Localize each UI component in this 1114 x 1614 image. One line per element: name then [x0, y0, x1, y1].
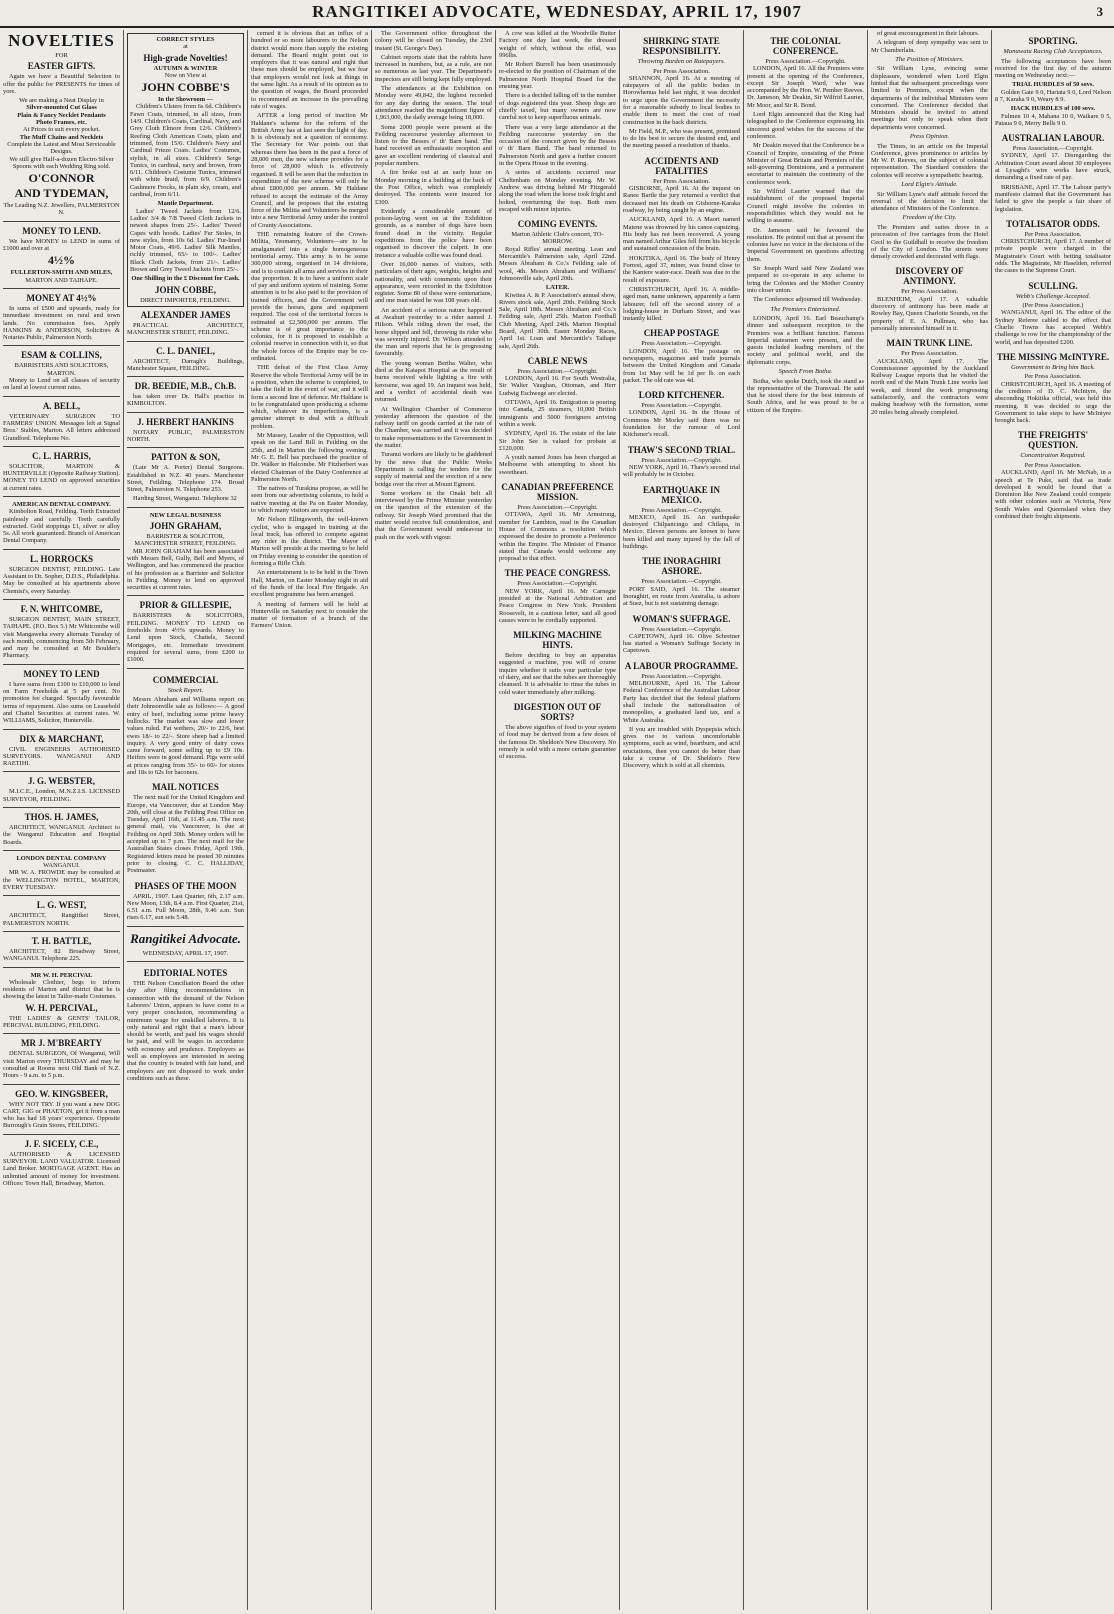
webster-heading: J. G. WEBSTER, — [27, 776, 96, 787]
trunk-text: AUCKLAND, April 17. The Commissioner appointed by the Auckland Railway League reports that he visited the north end of the Main Trunk Line works last week, and found the work progressing satisfactorily, and the contractors were making headway with the formation, some 20 miles being already completed. — [871, 357, 988, 416]
col4-para-4: Some 2000 people were present at the Feilding racecourse yesterday afternoon to listen to the Besses o' th' Barn band. The band received an enthusiastic reception and gave an excellent rendering of classical and popular numbers. — [375, 123, 492, 168]
botha-text: Botha, who spoke Dutch, took the stand as the representative of the Transvaal. He said that he stood there for the best interests of South Africa, and he was proud to be a citizen of the Empire. — [747, 377, 864, 414]
graham-text: MR JOHN GRAHAM has been associated with Messrs Bell, Gully, Bell and Myers, of Wellington, and has commenced the practice of his profession as a Barrister and Solicitor in Feilding. Money to lend on approved securities at current rates. — [127, 547, 244, 592]
mail-heading: MAIL NOTICES — [152, 782, 219, 793]
west-heading: L. G. WEST, — [36, 900, 87, 911]
column-8 — [868, 30, 992, 1610]
racing-text: The following acceptances have been received for the first day of the autumn meeting on Wednesday next:— — [995, 57, 1111, 80]
peace-text: NEW YORK, April 16. Mr Carnegie presided at the National Arbitration and Peace Congress in New York. President Roosevelt, in a cautious letter, said all good causes were to be cordially supported. — [499, 587, 616, 624]
money2-text: In sums of £500 and upwards, ready for immediate investment on rural and town lands. No commission fees. Apply HANKINS & ANDERSON, Solicitors & Notaries Public, Palmerston North. — [3, 304, 120, 342]
govt-text: CHRISTCHURCH, April 16. A meeting of the creditors of D. C. McIntyre, the absconding Hokitika official, was held this morning. It was decided to urge the Government to take steps to have McIntyre brought back. — [995, 380, 1111, 425]
alexander-text: PRACTICAL ARCHITECT, MANCHESTER STREET, FEILDING. — [127, 321, 244, 337]
cable-text-1: LONDON, April 16. For South Westralia, Sir Walter Vaughan, Ottoman, and Herr Ludwig Eschwege are elected. — [499, 375, 616, 397]
cheap-postage-text: LONDON, April 16. The postage on newspapers, magazines and trade journals between the United Kingdom and Canada from 1st May will be 1d per lb. on each packet. The old rate was 4d. — [623, 347, 740, 384]
column-3 — [248, 30, 372, 1610]
novelties-line-4: Photo Frames, etc. — [36, 119, 87, 127]
labour-programme-text: MELBOURNE, April 16. The Labour Federal Conference of the Australian Labour Party has decided that the federal platform shall include the nationalisation of monopolies, a graduated land tax, and a White Australia. — [623, 680, 740, 724]
premiers-text: LONDON, April 16. Earl Beauchamp's dinner and subsequent reception to the Premiers was a brilliant function. Famous Imperial statesmen were present, and the guests included leading members of the society and political world, and the diplomatic corps. — [747, 315, 864, 366]
masthead-title: RANGITIKEI ADVOCATE, WEDNESDAY, APRIL 17, 1907 — [312, 2, 802, 21]
graham-heading: JOHN GRAHAM, — [149, 521, 222, 532]
column-2 — [124, 30, 248, 1610]
canadian-text: OTTAWA, April 16. Mr Armstrong, member for Lambton, read in the Canadian House of Commons a resolution which expressed the desire to promote a Preference within the Empire. The Minister of Finance stated that Canada would welcome any proposal to that effect. — [499, 511, 616, 563]
col3-para-4: THE defeat of the First Class Army Reserve the whole Territorial Army will be in a position, when the scheme is completed, to take the field in the event of war, and it will form a second line of defence. Mr Haldane is to be congratulated upon producing a scheme which, whatever its imperfections, is a genuine attempt to deal with a difficult problem. — [251, 364, 368, 430]
col5-para-3: There is a decided falling off in the number of dogs registered this year. Sheep dogs are chiefly taxed, but many owners are now careful not to keep superfluous animals. — [499, 92, 616, 122]
col8-text-2: A telegram of deep sympathy was sent to Mr Chamberlain. — [871, 39, 988, 54]
col4-para-12: Some workers in the Onaki belt all interviewed by the Prime Minister yesterday on the question of the extension of the railway. Sir Joseph Ward promised that the matter would receive full consideration, and that the Government would endeavour to push on the work with vigour. — [375, 489, 492, 541]
phases-heading: PHASES OF THE MOON — [134, 880, 237, 891]
thaw-heading: THAW'S SECOND TRIAL. — [627, 444, 736, 455]
accidents-text-2: AUCKLAND, April 16. A Maori named Matene was drowned by his canoe capsizing. His body has not been recovered. A young man named Arthur Giles fell from his bicycle and sustained concussion of the brain. — [623, 216, 740, 253]
london-sub: WANGANUI. — [43, 862, 80, 870]
kingsbeer-text: WHY NOT TRY. If you want a new DOG CART, GIG or PHAETON, get it from a man who has had 18 years' experience. Opposite Burrough's Grain Stores, FEILDING. — [3, 1100, 120, 1130]
col5-para-2: Mr Robert Burrell has been unanimously re-elected to the position of Chairman of the Palmerston North Hospital Board for the ensuing year. — [499, 61, 616, 91]
correct-styles: CORRECT STYLES — [156, 36, 215, 43]
col3-para-6: The natives of Turakina propose, as will be seen from our advertising columns, to hold a native meeting at the Pa on Easter Monday, to which many visitors are expected. — [251, 485, 368, 514]
freedom-text: The Premiers and suites drove in a procession of five carriages from the Hotel Cecil to the Guildhall to receive the freedom of the City of London. The streets were densely crowded and decorated with flags. — [871, 223, 988, 261]
dental-heading: AMERICAN DENTAL COMPANY. — [12, 500, 111, 508]
shirking-text-1: SHANNON, April 16. At a meeting of ratepayers of all the public bodies in Horowhenua held last night, it was decided to urge upon the Government the necessity for a reasonable subsidy to local bodies to enable them to meet the cost of road construction in the back districts. — [623, 74, 740, 126]
earthquake-text: MEXICO, April 16. An earthquake destroyed Chilpancingo and Chilapa, in Mexico. Eleven persons are known to have been killed and many injured by the fall of buildings. — [623, 513, 740, 551]
mbrearty-heading: MR J. M'BREARTY — [21, 1038, 102, 1049]
column-7 — [744, 30, 868, 1610]
beedie-text: has taken over Dr. Hall's practice in KIMBOLTON. — [127, 393, 244, 408]
trunk-heading: MAIN TRUNK LINE. — [886, 338, 973, 349]
jewellers-line: The Leading N.Z. Jewellers, PALMERSTON N. — [3, 202, 120, 217]
shirking-sub: Per Press Association. — [653, 67, 710, 75]
womans-suffrage-sub: Press Association.—Copyright. — [641, 625, 722, 633]
inoraghiri-heading: THE INORAGHIRI ASHORE. — [642, 556, 721, 577]
whitcombe-heading: F. N. WHITCOMBE, — [20, 603, 103, 614]
thaw-text: NEW YORK, April 16. Thaw's second trial will probably be in October. — [623, 463, 740, 479]
throwing-heading: Throwing Burden on Ratepayers. — [637, 58, 726, 65]
novelties-line-1: We are making a Neat Display in — [19, 97, 104, 105]
col4-para-9: The young woman Bertha Walter, who died at the Kaiapoi Hospital as the result of burns received while lighting a fire with kerosene, was aged 19. An inquest was held, and a verdict of accidental death was returned. — [375, 359, 492, 404]
shirking-text-2: Mr Field, M.P., who was present, promised to do his best to secure the desired end, and the meeting passed a resolution of thanks. — [623, 127, 740, 150]
percival2-heading: W. H. PERCIVAL, — [25, 1002, 98, 1013]
position-text: Sir William Lyne, evincing some displeasure, wondered when Lord Elgin hinted that the subsequent proceedings were limited to Premiers, except when the departments of the individual Ministers were concerned. The Conference decided that Ministers should be invited to attend meetings but only to speak when their departments were concerned. — [871, 65, 988, 131]
battle-heading: T. H. BATTLE, — [31, 935, 92, 946]
colonial-text-5: Dr. Jameson said he favoured the resolution. He pointed out that at present the colonies have no voice in the decisions of the Imperial Government on questions affecting them. — [747, 226, 864, 263]
money3-heading: MONEY TO LEND — [23, 668, 100, 679]
john-cobbe: JOHN COBBE, — [154, 284, 216, 295]
totalisator-text: CHRISTCHURCH, April 17. A number of private people were charged in the Magistrate's Court with betting totalisator odds. The Magistrate, Mr Haselden, referred the cases to the Supreme Court. — [995, 238, 1111, 275]
col5-para-5: A series of accidents occurred near Cheltenham on Monday evening. Mr W. Andrew was driving behind Mr Fitzgerald along the road when the horse took fright and bolted, overturning the trap. Both men escaped with minor injuries. — [499, 169, 616, 213]
hack-text: Fulmen 10 4, Mahana 10 0, Waikare 9 5, Pataua 9 0, Merry Bells 9 0. — [995, 112, 1111, 127]
novelties-line-5: At Prices to suit every pocket. — [22, 126, 101, 134]
cable-news-sub: Press Association.—Copyright. — [517, 367, 598, 375]
showroom-text: Children's Ulsters from 6s 6d. Children's Fawn Coats, trimmed, in all sizes, from 14/9. Children's Coats, Cardinal, Navy, and Grey Cloth Elmore from 12/6. Children's Reefing Cloth American Coats, plain and trimmed, from 15/6. Children's Navy and Cardinal Frieze Coats. Ladies' Costumes, stylish, in all sizes. Children's Serge Tunics, in cardinal, navy and brown, from 6/11. Children's Costume Tunics, trimmed with white braid, from 6/9. Children's Cashmere Frocks, in plain sky, cream, and cardinal, from 6/11. — [130, 103, 241, 199]
concentration-text: AUCKLAND, April 16. Mr McNab, in a speech at Te Puke, said that as trade developed it would be found that a Dominion like New Zealand could compete with other colonies such as Victoria, New South Wales and Queensland when they combined their freight shipments. — [995, 469, 1111, 521]
peace-sub: Press Association.—Copyright. — [517, 580, 598, 588]
col3-para-2: AFTER a long period of inaction Mr Haldane's scheme for the reform of the British Army has at last seen the light of day. It is obviously not a question of economy. The Secretary for War points out that whereas there has been in the past a force of 28,000 men, the new scheme provides for a force of 28,000 which is effectively organised. It will be seen that the reduction in expenditure of the new scheme will only be about £800,000 per annum. Mr Haldane refused to accept the estimate of the Army Council, and he proposes that the existing force of the Militia and Volunteers be merged into a new Territorial Army under the control of County Associations. — [251, 112, 368, 229]
colonial-text-2: Lord Elgin announced that the King had telegraphed to the Conference expressing his sincerest good wishes for the success of the conference. — [747, 111, 864, 140]
mantle-heading: Mantle Department. — [157, 200, 214, 208]
easter-heading: EASTER GIFTS. — [27, 61, 96, 72]
antimony-sub: Per Press Association. — [901, 288, 958, 296]
showroom-heading: In the Showroom — — [157, 96, 214, 104]
kitchener-sub: Press Association.—Copyright. — [641, 402, 722, 410]
mbrearty-text: DENTAL SURGEON, Of Wanganui, Will visit Marton every THURSDAY and may be consulted at Rooms next Old Bank of N.Z. Hours - 9 a.m. to 5 p.m. — [3, 1050, 120, 1080]
kingsbeer-heading: GEO. W. KINGSBEER, — [15, 1088, 108, 1099]
elgin-heading: Lord Elgin's Attitude. — [901, 181, 958, 189]
totalisator-heading: TOTALISATOR ODDS. — [1006, 218, 1100, 229]
novelties-line-3: Plain & Fancy Necklet Pendants — [17, 111, 106, 119]
colonial-text-6: Sir Joseph Ward said New Zealand was prepared to co-operate in any scheme to bring the Colonies and the Mother Country into closer union. — [747, 265, 864, 294]
graham-sub: BARRISTER & SOLICITOR, MANCHESTER STREET, FEILDING. — [134, 533, 237, 548]
freedom-heading: Freedom of the City. — [902, 214, 957, 222]
press-opinion-text: The Times, in an article on the Imperial Conference, gives prominence to articles by Mr W. P. Reeves, on the subject of colonial representation. The Standard considers the colonies will receive a sympathetic hearing. — [871, 142, 988, 179]
legal-heading: NEW LEGAL BUSINESS — [149, 511, 222, 519]
masthead — [0, 2, 1114, 28]
beedie-heading: DR. BEEDIE, M.B., Ch.B. — [134, 381, 237, 392]
webb-heading: Webb's Challenge Accepted. — [1015, 292, 1091, 300]
column-9 — [992, 30, 1114, 1610]
now-on-view: Now on View at — [164, 71, 207, 79]
paper-title: Rangitikei Advocate. — [130, 930, 241, 946]
freights-heading: THE FREIGHTS' QUESTION. — [1017, 430, 1089, 451]
antimony-text: BLENHEIM, April 17. A valuable discovery of antimony has been made at Rowley Bay, Queen Charlotte Sounds, on the property of E. A. Pullman, who has personally interested himself in it. — [871, 295, 988, 332]
milking-heading: MILKING MACHINE HINTS. — [513, 630, 602, 651]
labour-text-1: SYDNEY, April 17. Disregarding the Arbitration Court award about 30 employees at Lysaght's wire works have struck, demanding a fixed rate of pay. — [995, 152, 1111, 182]
for-label: FOR — [55, 52, 68, 59]
colonial-text-3: Mr Deakin moved that the Conference be a Council of Empire, consisting of the Prime Minister of Great Britain and Premiers of the self-governing Dominions, and a permanent secretariat to maintain the continuity of the conference work. — [747, 142, 864, 186]
colonial-text-1: LONDON, April 16. All the Premiers were present at the opening of the Conference, except Sir Joseph Ward, who was accompanied by the Hon. W. Pember Reeves. Dr. Jameson, Mr Deakin, Sir Wilfrid Laurier, Mr Moor, and Sir R. Bond. — [747, 65, 864, 109]
percival-text: Wholesale Clothier, begs to inform residents of Marton and district that he is showing the latest in Tailor-made Costumes. — [3, 978, 120, 1001]
money-heading: MONEY TO LEND. — [22, 225, 101, 236]
col4-para-10: At Wellington Chamber of Commerce yesterday afternoon the question of the railway tariff on goods carried at the rate of the Chamber, was carried and it was decided to make representations to the Government in the matter. — [375, 405, 492, 450]
shirking-heading: SHIRKING STATE RESPONSIBILITY. — [642, 36, 721, 56]
column-6 — [620, 30, 744, 1610]
press-opinion-heading: Press Opinion. — [909, 133, 950, 141]
money3-text: I have sums from £100 to £10,000 to lend on Farm Freeholds at 5 per cent. No promotion fee charged. Specially favourable terms of repayment. Also sums on Leasehold and Chattel Securities at current rates. W. WILLIAMS, Solicitor, Hunterville. — [3, 680, 120, 725]
high-grade-novelties: High-grade Novelties! — [143, 52, 228, 63]
botha-heading: Speech From Botha. — [778, 368, 833, 376]
sicely-text: AUTHORISED & LICENSED SURVEYOR. LAND VALUATOR. Licensed Land Broker. MORTGAGE AGENT. Has an unlimited amount of money for investment. Offices: Town Hall, Broadway, Marton. — [3, 1150, 120, 1187]
later-heading: LATER. — [545, 284, 570, 292]
patton-heading: PATTON & SON, — [151, 452, 220, 463]
novelties-line-2: Silver-mounted Cut Glass — [26, 104, 97, 112]
col4-para-11: Turanui workers are likely to be gladdened by the news that the Public Works Department is calling for tenders for the supply of material and the erection of a new bridge over the river at Mount Egmont. — [375, 451, 492, 488]
inoraghiri-sub: Press Association.—Copyright. — [641, 578, 722, 586]
james-heading: THOS. H. JAMES, — [24, 812, 99, 822]
fullerton-name: FULLERTON-SMITH AND MILES, — [10, 269, 113, 277]
west-text: ARCHITECT, Rangitikei Street, PALMERSTON NORTH. — [3, 912, 120, 927]
novelties-intro: Again we have a Beautiful Selection to offer the public for PRESENTS for times of yore. — [3, 73, 120, 95]
dix-heading: DIX & MARCHANT, — [19, 733, 104, 744]
editorial-heading: EDITORIAL NOTES — [143, 968, 228, 979]
cobbe-advert — [127, 33, 244, 307]
novelties-heading: NOVELTIES — [8, 31, 115, 50]
accidents-text-4: CHRISTCHURCH, April 16. A middle-aged man, name unknown, apparently a farm labourer, fell off the second storey of a lodging-house in Durham Street, and was instantly killed. — [623, 285, 740, 323]
webster-text: M.I.C.E., London, M.N.Z.I.S. LICENSED SURVEYOR, FEILDING. — [3, 788, 120, 803]
percival-heading: MR W. H. PERCIVAL — [30, 971, 93, 979]
coming-events-sub: Marton Athletic Club's concert, TO-MORROW. — [511, 231, 604, 246]
webb-sub: (Per Press Association.) — [1022, 302, 1084, 310]
autumn-winter: AUTUMN & WINTER — [153, 64, 218, 72]
thaw-sub: Press Association.—Copyright. — [641, 456, 722, 464]
cable-text-3: SYDNEY, April 16. The estate of the late Sir John See is valued for probate at £120,000. — [499, 430, 616, 452]
col3-para-1: cerned it is obvious that an influx of a hundred or so more labourers to the Nelson district would more than supply the existing demand. The Board might point out to employers that it was natural and right that these men should be employed, but we fear that employers would not look at things in the same light. As a result of its opinion as to the question of wages, the Board proceeded to recommend an increase in the prevailing rate of wages. — [251, 30, 368, 110]
daniel-heading: C. L. DANIEL, — [156, 345, 215, 356]
london-heading: LONDON DENTAL COMPANY — [16, 854, 107, 862]
novelties-line-6: The Muff Chains and Necklets — [19, 133, 104, 141]
column-1 — [0, 30, 124, 1610]
dix-text: CIVIL ENGINEERS AUTHORISED SURVEYORS. WANGANUI AND RAETIHI. — [3, 745, 120, 768]
labour-text-2: BRISBANE, April 17. The Labour party's manifesto claimed that the Government has failed to give the people a fair share of legislation. — [995, 183, 1111, 213]
bell-heading: A. BELL, — [42, 400, 81, 411]
editorial-text: THE Nelson Conciliation Board the other day after filing recommendations in connection with the demand of the Nelson Laborers' Union, appears to have come to a very proper conclusion, recommending a minimum wage for unskilled laborers. It is only natural and right that a man's labour should be worth, and paid his wages should be paid, and will be wages in accordance with economy and prudence. Employers as well as employees are interested in seeing that the country is treated with fair hand, and employers are not disposed to work under conditions such as these. — [127, 980, 244, 1082]
harris-text: SOLICITOR, MARTON & HUNTERVILLE (Opposite Railway Station). MONEY TO LEND on approved securities at current rates. — [3, 462, 120, 492]
sporting-heading: SPORTING. — [1028, 36, 1078, 46]
money-text: We have MONEY to LEND in sums of £1000 and over at — [3, 237, 120, 253]
battle-text: ARCHITECT, 82 Broadway Street, WANGANUI. Telephone 225. — [3, 947, 120, 963]
hankins-heading: J. HERBERT HANKINS — [137, 416, 234, 427]
hurdles-heading: TRIAL HURDLES of 50 sovs. — [1012, 81, 1094, 89]
coming-events-text: Royal Rifles' annual meeting. Lean and Mercantile's Palmerston sale, April 22nd. Messrs Abraham & Co.'s Feilding sale of wool, 4th. Messrs Abraham and Williams' Johnsonville sale, April 20th. — [499, 245, 616, 282]
commercial-heading: COMMERCIAL — [152, 674, 219, 685]
horrocks-text: SURGEON DENTIST, FEILDING. Late Assistant to Dr. Sopher, D.D.S., Philadelphia. May be consulted at his apartments above Chemist's, every Saturday. — [3, 565, 120, 595]
cable-text-4: A youth named Jones has been charged at Melbourne with attempting to shoot his sweetheart. — [499, 454, 616, 476]
novelties-line-8: We still give Half-a-dozen Electro Silver Spoons with each Wedding Ring sold. — [9, 155, 114, 170]
harris-heading: C. L. HARRIS, — [32, 450, 91, 461]
cable-news-heading: CABLE NEWS — [527, 355, 588, 366]
col3-para-5: Mr Massey, Leader of the Opposition, will speak on the Land Bill in Feilding on the 25th, and in Marton the following evening. Mr G. E. Bell has purchased the practice of Dr. Walker in Halcombe. Mr Fitzherbert was elected Chairman of the Dairy Conference at Palmerston North. — [251, 432, 368, 483]
at-label: at — [183, 43, 188, 51]
page-number: 3 — [1096, 4, 1104, 19]
col3-para-9: A meeting of farmers will be held at Hunterville on Saturday next to consider the matter of formation of a branch of the Farmers' Union. — [251, 600, 368, 630]
stock-report-heading: Stock Report. — [167, 686, 204, 694]
mail-text: The next mail for the United Kingdom and Europe, via Vancouver, due at London May 20th, will close at the Feilding Post Office on Tuesday, April 16th, at 11.45 a.m. The next general mail, via Vancouver, is due at Feilding on April 30th. Money orders will be accepted up to 7 p.m. The next mail for the Australian States closes Friday, April 19th. Registered letters must be posted 30 minutes prior to closing. C. C. HALLIDAY, Postmaster. — [127, 794, 244, 875]
col4-para-2: Cabinet reports state that the rabbits have increased in numbers, but, as a rule, are not so numerous as last year. The Department's inspectors are still being kept fully employed. — [375, 53, 492, 83]
govt-heading: Government to Bring him Back. — [1010, 363, 1096, 371]
sicely-heading: J. F. SICELY, C.E., — [24, 1138, 99, 1149]
colonial-conference-sub: Press Association.—Copyright. — [765, 58, 846, 65]
racing-heading: Manawatu Racing Club Acceptances. — [1003, 48, 1103, 55]
fullerton-address: MARTON AND TAIHAPE. — [25, 276, 98, 284]
accidents-text-3: HOKITIKA, April 16. The body of Henry Forrest, aged 37, miner, was found close to the Kaniere water-race. Death was due to the result of exposure. — [623, 254, 740, 284]
phases-text: APRIL, 1907. Last Quarter, 6th, 2.17 a.m. New Moon, 13th, 8.4 a.m. First Quarter, 21st, 6.51 a.m. Full Moon, 28th, 9.46 a.m. Sun rises 6.17, sun sets 5.48. — [127, 892, 244, 922]
milking-text: Before deciding to buy an apparatus suggested a machine, you will of course inquire whether it suits your particular type of dairy, and see that the tubes are thoroughly cleansed. It is advisable to rinse the tubes in cold water immediately after milking. — [499, 652, 616, 696]
harding-text: Harding Street, Wanganui. Telephone 32 — [133, 495, 237, 503]
col5-para-4: There was a very large attendance at the Feilding racecourse yesterday on the occasion of the concert given by the Besses o' th' Barn Band. The band returned to Palmerston North and gave a further concert in the Opera House in the evening. — [499, 123, 616, 168]
london-text: MR W. A. FROWDE may be consulted at the WELLINGTON HOTEL, MARTON, EVERY TUESDAY. — [3, 869, 120, 892]
peace-heading: THE PEACE CONGRESS. — [504, 568, 611, 579]
colonial-text-7: The Conference adjourned till Wednesday. — [753, 296, 862, 304]
labour-programme-sub: Press Association.—Copyright. — [641, 672, 722, 680]
oconnor-heading: O'CONNOR — [28, 171, 95, 186]
premiers-heading: The Premiers Entertained. — [770, 305, 841, 313]
stock-text: Messrs Abraham and Williams report on their Johnsonville sale as follows:— A good entry of beef, including some prime heavy bullocks. The market was slow and lower values ruled. Fat wethers, 20/- to 22/6, best ewes 18/- to 22/-. Store sheep had a limited inquiry. A very good entry of dairy cows came forward, some selling up to £9 10s. Heifers were in good demand. Pigs were sold at prices ranging from 35/- to 60/- for stores and 18s to 62s for baconers. — [127, 696, 244, 776]
prior-heading: PRIOR & GILLESPIE, — [139, 600, 232, 611]
dyspepsia-text: If you are troubled with Dyspepsia which gives rise to various uncomfortable symptoms, such as wind, heartburn, and acid eructations, then you cannot do better than take a course of Dr. Sheldon's New Discovery, which is sold at all chemists. — [623, 725, 740, 770]
james-text: ARCHITECT, WANGANUI. Architect to the Wanganui Education and Hospital Boards. — [3, 824, 120, 846]
totalisator-sub: Per Press Association. — [1024, 230, 1082, 238]
labour-heading: AUSTRALIAN LABOUR. — [1001, 133, 1105, 144]
prior-text: BARRISTERS & SOLICITORS, FEILDING. MONEY TO LEND on freeholds from 4½% upwards. Money to Lend upon Stock, Chattels, Second Mortgages, etc. Immediate investment required for several sums, from £200 to £1000. — [127, 612, 244, 664]
patton-text: (Late Mr A. Porter) Dental Surgeons. Established in N.Z. 40 years. Manchester Street, Feilding. Telephone 174. Broad Street, Palmerston N. Telephone 253. — [127, 464, 244, 494]
mantle-text: Ladies' Tweed Jackets from 12/6. Ladies' 3/4 & 7/8 Tweed Cloth Jackets in newest shapes from 25/-. Ladies' Tweed Capes with hoods. Ladies' Fur Stoles, in new styles, from 10s 6d. Ladies' Fur-lined Motor Coats, 49/6. Ladies' Silk Mantles, richly trimmed, 65/- to 100/-. Ladies' Black Cloth Jackets, from 21/-. Ladies' Brown and Grey Tweed Jackets from 25/-. — [130, 207, 241, 274]
womans-suffrage-text: CAPETOWN, April 16. Olive Schreiner has started a Woman's Suffrage Society in Capetown. — [623, 632, 740, 655]
digestion-heading: DIGESTION OUT OF SORTS? — [513, 701, 602, 722]
col3-para-3: THE remaining feature of the Crown-Militia, Yeomanry, Volunteers—are to be amalgamated into a single homogeneous territorial army. This army is to be some 300,000 strong, organised in 14 divisions, and is to contain all arms and services in their due proportion. It is to have a uniform scale of pay and uniform system of training. Some attention is to be also paid to the provision of trained officers, and the Government will provide the horses, guns and equipment required. The cost of the territorial forces is estimated at £2,500,000 per annum. The scheme is of great importance to the colonies, for it is proposed to establish a colonial reserve in connection with it, so that the whole forces of the Empire may be co-ordinated. — [251, 231, 368, 363]
accidents-heading: ACCIDENTS AND FATALITIES — [644, 155, 719, 176]
discount-line: One Shilling in the £ Discount for Cash. — [131, 275, 240, 283]
govt-sub: Per Press Association. — [1024, 373, 1082, 381]
kitchener-heading: LORD KITCHENER. — [638, 390, 725, 401]
money-rate: 4½% — [48, 253, 75, 268]
antimony-heading: DISCOVERY OF ANTIMONY. — [895, 266, 964, 287]
womans-suffrage-heading: WOMAN'S SUFFRAGE. — [632, 613, 731, 624]
concentration-sub: Per Press Association. — [1024, 461, 1082, 469]
column-4 — [372, 30, 496, 1610]
colonial-text-4: Sir Wilfrid Laurier warned that the establishment of the proposed Imperial Council might involve the colonies in responsibilities which they would not be willing to assume. — [747, 188, 864, 225]
canadian-sub: Press Association.—Copyright. — [517, 504, 598, 512]
col4-para-8: An accident of a serious nature happened at Awahuri yesterday to a rider named J. Hilson. While riding down the road, the horse slipped and fell, throwing its rider who was severely injured. Dr. Wilson attended to the man and reports that he is progressing favourably. — [375, 306, 492, 358]
direct-importer: DIRECT IMPORTER, FEILDING. — [140, 296, 231, 304]
whitcombe-text: SURGEON DENTIST, MAIN STREET, TAIHAPE. (P.O. Box 5.) Mr Whitcombe will visit Mangaweka every alternate Tuesday of each month, commencing from 5th February, and may be consulted at Mr Boulder's Pharmacy. — [3, 615, 120, 660]
paper-date: WEDNESDAY, APRIL 17, 1907. — [142, 949, 229, 957]
webb-text: WANGANUI, April 16. The editor of the Sydney Referee cabled to the effect that Charlie Towns has accepted Webb's challenge to row for the championship of the world, and has deposited £200. — [995, 309, 1111, 346]
cable-text-2: OTTAWA, April 16. Emigration is pouring into Canada, 25 steamers, 10,000 British immigrants and 5000 foreigners arriving within a week. — [499, 399, 616, 428]
novelties-line-7: Complete the Latest and Most Serviceable Designs. — [7, 140, 116, 156]
labour-programme-heading: A LABOUR PROGRAMME. — [624, 660, 739, 671]
earthquake-sub: Press Association.—Copyright. — [641, 506, 722, 514]
cheap-postage-heading: CHEAP POSTAGE — [643, 328, 720, 339]
kitchener-text: LONDON, April 16. In the House of Commons Mr Morley said there was no foundation for the rumour of Lord Kitchener's recall. — [623, 409, 740, 439]
hurdles-text: Golden Gate 9 0, Hariata 9 0, Lord Nelson 8 7, Karaka 9 0, Weary 8 9. — [995, 88, 1111, 103]
later-text: Kiwitea A. & P. Association's annual show, Rivers stock sale, April 20th. Feilding Stock Sale, April 18th. Messrs Abraham and Co.'s Feilding sale, April 25th. Marton Football Club Meeting, April 24th. Marton Hospital Board, April 30th. Easter Monday Races, April 1st. Loan and Mercantile's Taihape sale, April 26th. — [499, 291, 616, 350]
digestion-text: The above signifies of food to your system of food may be derived from a few doses of the famous Dr. Sheldon's New Discovery. No remedy is sold with a more certain guarantee of success. — [499, 723, 616, 761]
col8-text-1: of great encouragement in their labours. — [877, 30, 980, 37]
col3-para-7: Mr Nelson Ellingsworth, the well-known cyclist, who is engaged in training at the local track, has offered to compete against any rider in the district. The Mayor of Marton will preside at the meeting to be held on Friday evening to consider the question of forming a Rifle Club. — [251, 516, 368, 568]
labour-sub: Press Association.—Copyright. — [1012, 145, 1094, 153]
hack-heading: HACK HURDLES of 100 sovs. — [1010, 105, 1096, 113]
col4-para-6: Evidently a considerable amount of poison-laying went on at the Exhibition grounds, as a number of dogs have been found dead in the vicinity. Regular expeditions from the police have been organised to discover the culprit. In one instance a valuable collie was found dead. — [375, 207, 492, 259]
esam-text: Money to Lend on all classes of security on land at lowest current rates. — [3, 377, 120, 392]
trunk-sub: Per Press Association. — [901, 350, 958, 358]
col4-para-5: A fire broke out at an early hour on Monday morning in a building at the back of the Post Office, which was completely destroyed. The contents were insured for £300. — [375, 169, 492, 206]
alexander-heading: ALEXANDER JAMES — [140, 309, 231, 320]
hankins-text: NOTARY PUBLIC, PALMERSTON NORTH. — [127, 428, 244, 443]
col4-para-3: The attendances at the Exhibition on Monday were 49,842, the highest recorded for any day during the season. The total attendance reached the magnificent figure of 1,963,000, the daily average being 18,000. — [375, 85, 492, 122]
position-heading: The Position of Ministers. — [895, 55, 964, 63]
cheap-postage-sub: Press Association.—Copyright. — [641, 340, 722, 348]
earthquake-heading: EARTHQUAKE IN MEXICO. — [643, 484, 720, 505]
esam-heading: ESAM & COLLINS, — [21, 350, 102, 361]
mcintyre-heading: THE MISSING McINTYRE. — [996, 351, 1110, 362]
canadian-heading: CANADIAN PREFERENCE MISSION. — [501, 482, 614, 503]
horrocks-heading: L. HORROCKS — [29, 553, 93, 564]
concentration-heading: Concentration Required. — [1020, 452, 1086, 460]
bell-text: VETERINARY SURGEON TO FARMERS' UNION. Messages left at Signal Bros.' Stables, Marton. All letters addressed Grandford. Telephone No. — [3, 412, 120, 442]
percival2-text: THE LADIES' & GENTS' TAILOR, PERCIVAL BUILDING, FEILDING. — [3, 1014, 120, 1030]
sculling-heading: SCULLING. — [1028, 280, 1078, 291]
money2-heading: MONEY AT 4½% — [26, 292, 97, 303]
coming-events-heading: COMING EVENTS. — [517, 219, 598, 230]
elgin-text: Sir William Lyne's staff attitude forced the reversal of the decision to limit the attendance of Ministers of the Conference. — [871, 190, 988, 213]
john-cobbes: JOHN COBBE'S — [141, 80, 230, 95]
accidents-sub: Per Press Association. — [653, 177, 710, 185]
col4-para-7: Over 16,000 names of visitors, with particulars of their ages, weights, heights and nationality, and with comments upon their appearance, were recorded in the Exhibition register. Some 80 of these were centenarians, and one man stated he was 108 years old. — [375, 260, 492, 305]
tydeman-heading: AND TYDEMAN, — [14, 186, 109, 201]
column-5 — [496, 30, 620, 1610]
daniel-text: ARCHITECT, Darragh's Buildings, Manchester Square, FEILDING. — [127, 357, 244, 372]
esam-sub: BARRISTERS AND SOLICITORS, MARTON. — [14, 362, 109, 377]
col4-para-1: The Government office throughout the colony will be closed on Tuesday, the 23rd instant (St. George's Day). — [375, 30, 492, 52]
col5-para-1: A cow was killed at the Woodville Butter Factory one day last week, the dressed weight of which, without the offal, was 996lbs. — [499, 30, 616, 59]
inoraghiri-text: PORT SAID, April 16. The steamer Inoraghiri, en route from Australia, is ashore at Suez, but is not sustaining damage. — [623, 585, 740, 608]
accidents-text-1: GISBORNE, April 16. At the inquest on Ranee Bartle the jury returned a verdict that deceased met his death on Gisborne-Karaka roadway, by being caught by an engine. — [623, 185, 740, 214]
colonial-conference-heading: THE COLONIAL CONFERENCE. — [770, 36, 841, 56]
dental-text: Kimbolton Road, Feilding. Teeth Extracted painlessly and carefully. Teeth carefully extracted. Gold stoppings £1, silver or alloy 5s. All work guaranteed. Branch of American Dental Company. — [3, 508, 120, 545]
col3-para-8: An entertainment is to be held in the Town Hall, Marton, on Easter Monday night in aid of the funds of the local Fire Brigade. An excellent programme has been arranged. — [251, 569, 368, 599]
